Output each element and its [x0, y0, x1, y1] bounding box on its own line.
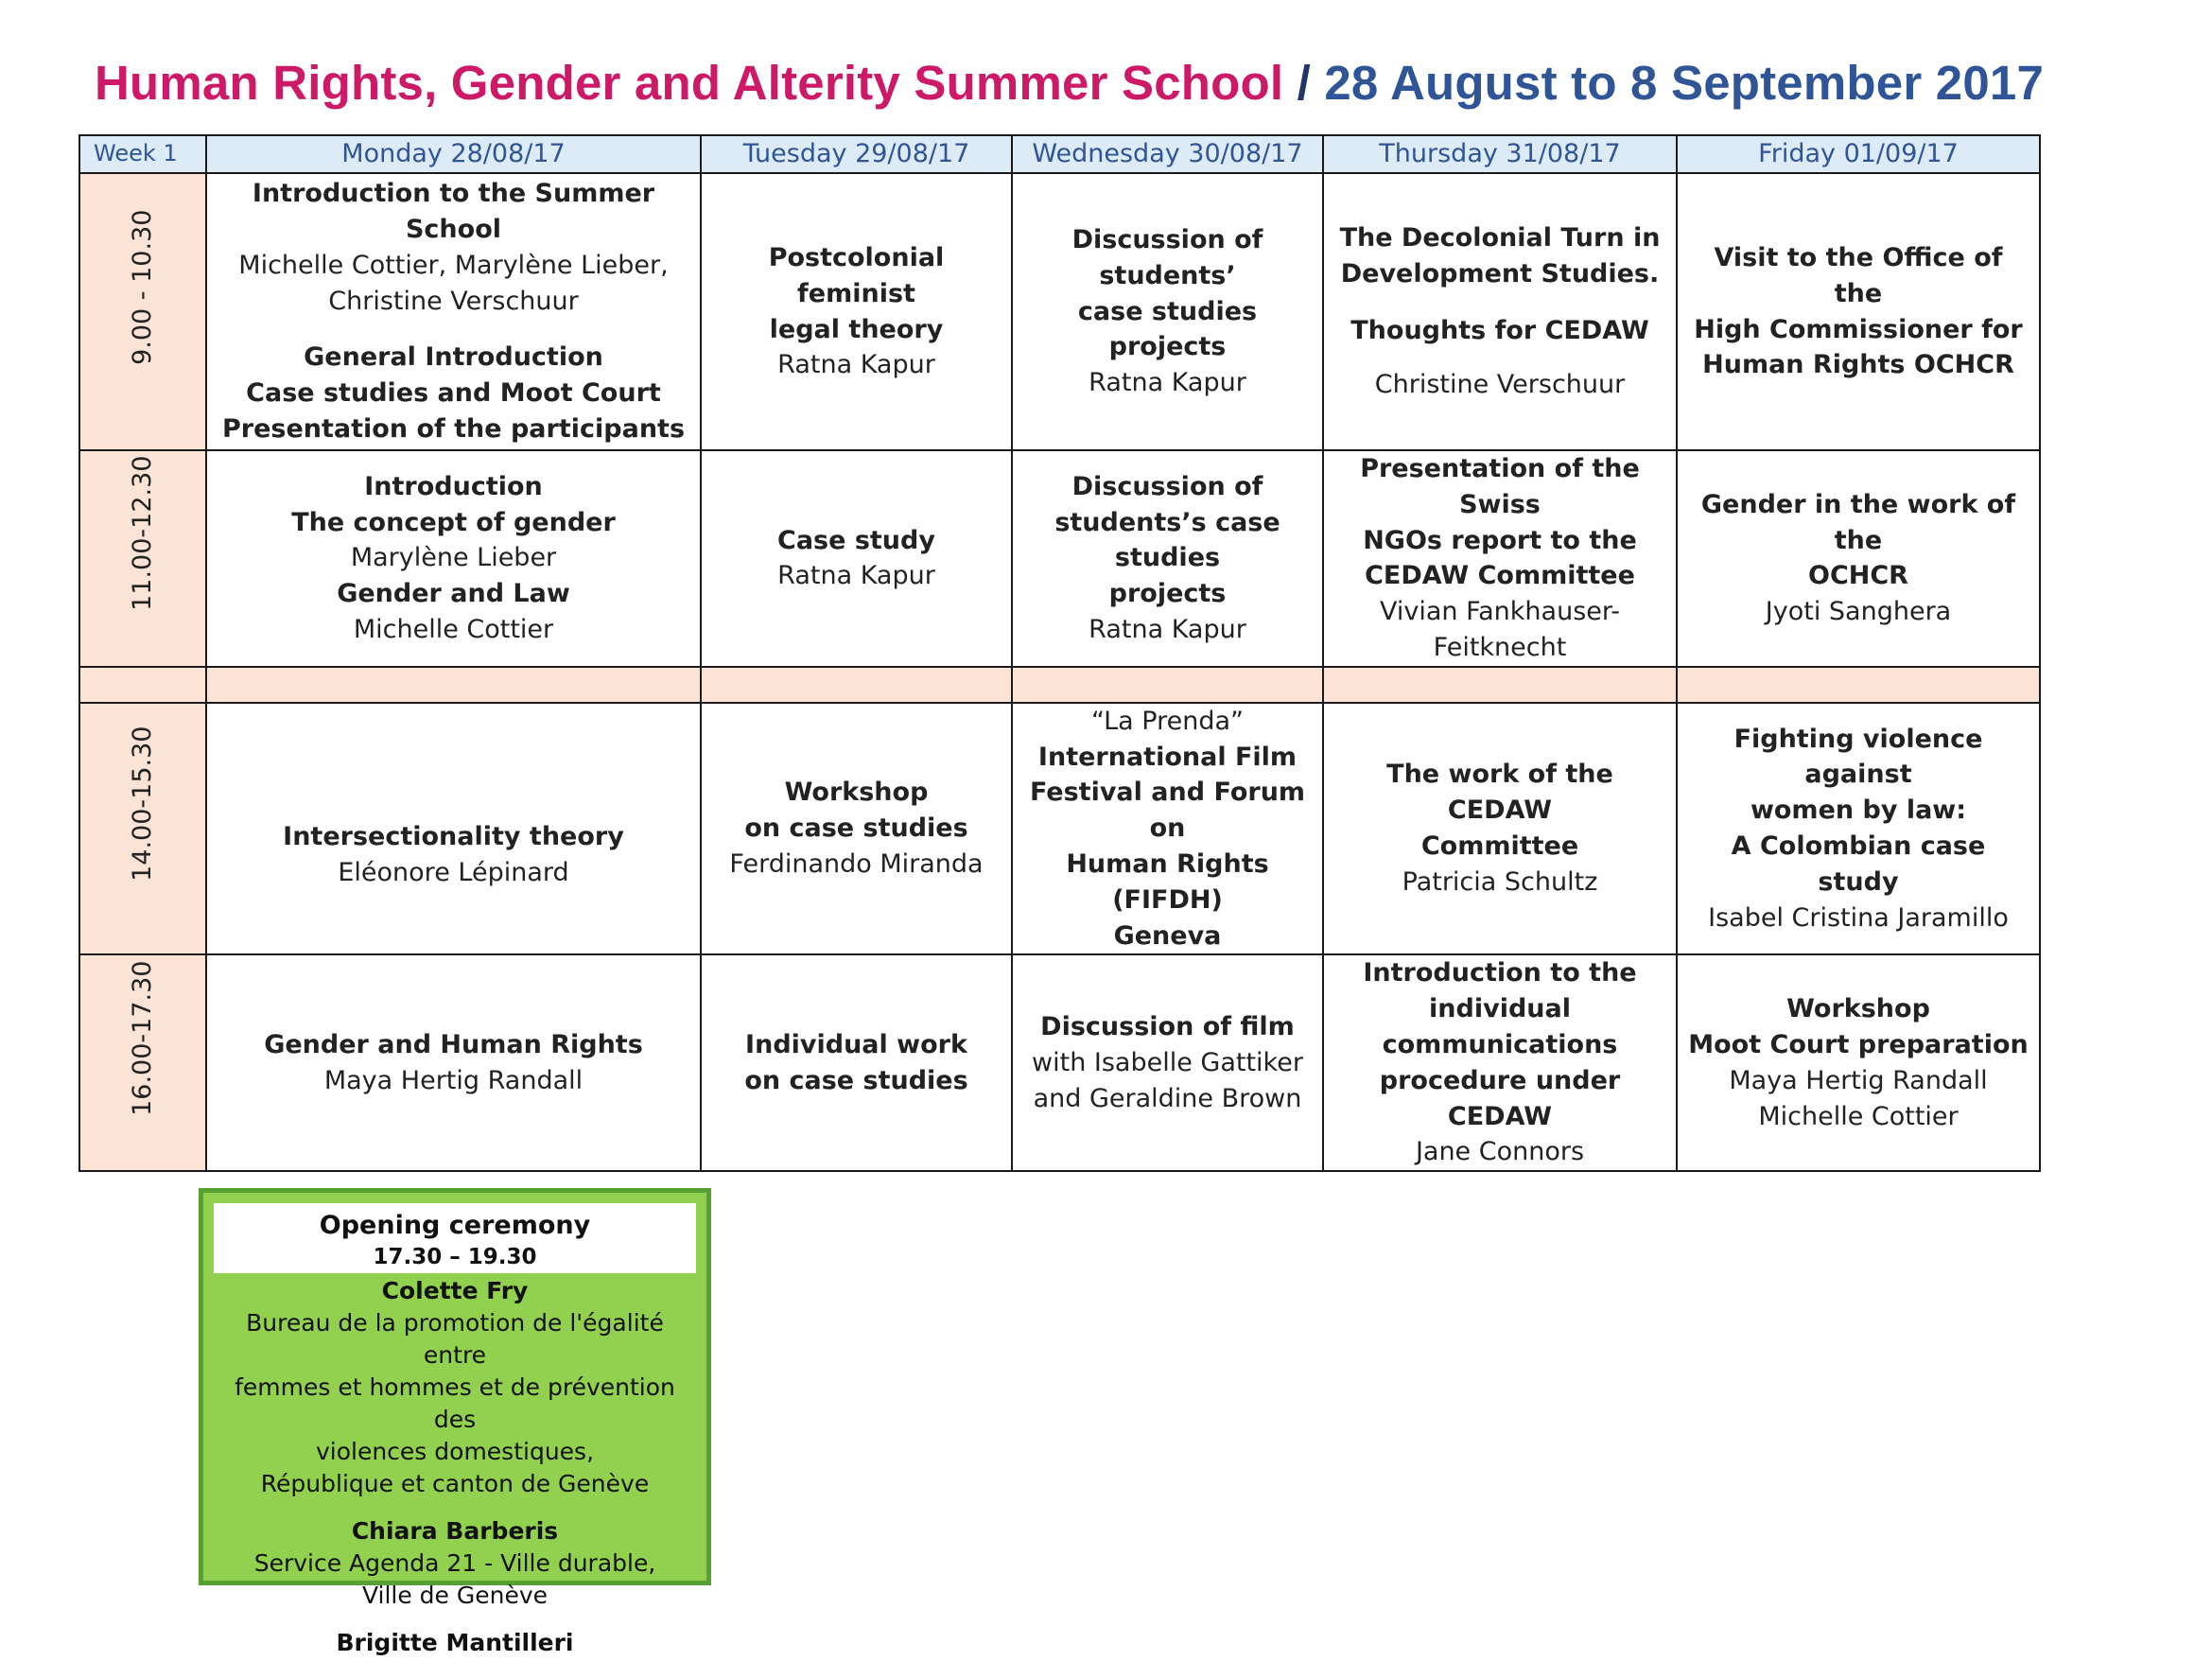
session-title: Geneva [1113, 920, 1222, 951]
session-title: Introduction to the [1363, 958, 1637, 988]
session-cell [1323, 954, 1677, 1171]
session-speaker: with Isabelle Gattiker [1032, 1047, 1303, 1077]
session-cell [1012, 173, 1323, 450]
time-cell [79, 173, 206, 450]
session-title: NGOs report to the [1363, 525, 1637, 555]
day-header-tuesday: Tuesday 29/08/17 [701, 135, 1012, 173]
session-title: projects [1108, 579, 1227, 609]
session-cell [1012, 703, 1323, 955]
speaker-affiliation: Bureau de la promotion de l'égalité entre [246, 1309, 664, 1369]
session-title: students’s case studies [1054, 507, 1280, 573]
session-title: Gender in the work of the [1700, 489, 2016, 555]
session-speaker: Jyoti Sanghera [1765, 597, 1952, 627]
session-cell [1323, 703, 1677, 955]
session-title: Introduction [364, 471, 543, 501]
session-title: Presentation of the Swiss [1360, 454, 1640, 519]
session-title: Case studies and Moot Court [246, 378, 661, 409]
session-cell [206, 173, 701, 450]
session-speaker: Feitknecht [1433, 632, 1567, 662]
speaker-name: Brigitte Mantilleri [336, 1629, 574, 1656]
session-title: Gender and Law [337, 579, 570, 609]
session-title: The Decolonial Turn in [1339, 222, 1661, 253]
spacer [217, 319, 690, 340]
speaker-name: Colette Fry [381, 1277, 529, 1304]
day-header-thursday: Thursday 31/08/17 [1323, 135, 1677, 173]
speaker-affiliation: Service Agenda 21 - Ville durable, [253, 1549, 656, 1577]
session-speaker: Maya Hertig Randall [1729, 1065, 1988, 1095]
session-title: General Introduction [304, 342, 603, 373]
break-cell [79, 667, 206, 703]
session-speaker: Vivian Fankhauser- [1379, 597, 1620, 627]
session-title: Postcolonial feminist [768, 242, 945, 308]
ceremony-title: Opening ceremony [319, 1211, 591, 1240]
session-title: case studies projects [1077, 296, 1258, 362]
session-title: Thoughts for CEDAW [1350, 315, 1649, 345]
break-cell [1012, 667, 1323, 703]
speaker-affiliation: violences domestiques, [315, 1438, 595, 1465]
session-title: Individual work [745, 1029, 967, 1059]
time-label: 11.00-12.30 [128, 456, 158, 612]
slot-row [79, 450, 2040, 667]
session-title: OCHCR [1808, 561, 1908, 591]
time-cell [79, 450, 206, 667]
ceremony-header [214, 1203, 696, 1273]
session-title: legal theory [769, 314, 944, 344]
session-cell [1323, 450, 1677, 667]
session-cell [701, 173, 1012, 450]
session-speaker: Michelle Cottier [1758, 1101, 1959, 1131]
speaker-affiliation: femmes et hommes et de prévention des [235, 1373, 675, 1433]
session-speaker: Eléonore Lépinard [338, 858, 569, 888]
break-cell [1323, 667, 1677, 703]
session-title: individual [1429, 994, 1571, 1024]
title-part1: Human Rights, Gender and Alterity Summer School [95, 56, 1284, 110]
session-cell [1677, 703, 2040, 955]
session-speaker: Christine Verschuur [328, 286, 579, 316]
opening-ceremony-box [199, 1188, 711, 1656]
page-title [95, 55, 2044, 111]
session-title: on case studies [744, 1065, 968, 1095]
week-label: Week 1 [79, 135, 206, 173]
session-title: Human Rights (FIFDH) [1066, 848, 1269, 915]
session-cell [206, 703, 701, 955]
session-title: “La Prenda” [1090, 706, 1245, 736]
session-title: Committee [1420, 831, 1579, 862]
session-title: Workshop [784, 778, 929, 808]
session-speaker: Marylène Lieber [350, 543, 557, 573]
session-cell [1012, 954, 1323, 1171]
time-label: 9.00 - 10.30 [128, 209, 158, 365]
session-cell [1012, 450, 1323, 667]
slot-row [79, 173, 2040, 450]
header-row [79, 135, 2040, 173]
session-cell [701, 450, 1012, 667]
break-cell [206, 667, 701, 703]
session-title: Fighting violence against [1733, 724, 1983, 790]
session-title: Human Rights OCHCR [1702, 350, 2014, 380]
session-title: Gender and Human Rights [264, 1029, 643, 1059]
session-title: Visit to the Office of the [1714, 242, 2003, 308]
session-speaker: Christine Verschuur [1374, 370, 1626, 400]
slot-row [79, 703, 2040, 955]
session-title: procedure under CEDAW [1379, 1065, 1621, 1131]
session-cell [1677, 954, 2040, 1171]
session-speaker: Ratna Kapur [1089, 368, 1246, 398]
speaker-name: Chiara Barberis [351, 1517, 559, 1545]
session-speaker: Ratna Kapur [777, 561, 935, 591]
speaker-affiliation: Ville de Genève [361, 1582, 549, 1609]
session-cell [206, 954, 701, 1171]
day-header-wednesday: Wednesday 30/08/17 [1012, 135, 1323, 173]
title-part2: 28 August to 8 September 2017 [1324, 56, 2045, 110]
session-title: Moot Court preparation [1688, 1029, 2029, 1059]
session-speaker: Michelle Cottier [353, 615, 554, 645]
session-cell [1677, 173, 2040, 450]
schedule-table [78, 134, 2041, 1172]
ceremony-time: 17.30 – 19.30 [373, 1245, 537, 1269]
break-cell [701, 667, 1012, 703]
day-header-friday: Friday 01/09/17 [1677, 135, 2040, 173]
title-separator: / [1297, 56, 1311, 110]
session-title: Festival and Forum on [1029, 778, 1306, 844]
day-header-monday: Monday 28/08/17 [206, 135, 701, 173]
session-title: The work of the CEDAW [1386, 760, 1613, 826]
session-speaker: Michelle Cottier, Marylène Lieber, [238, 250, 669, 280]
session-speaker: and Geraldine Brown [1033, 1083, 1302, 1113]
spacer [1333, 292, 1666, 313]
session-speaker: Ratna Kapur [1089, 615, 1246, 645]
session-title: Discussion of film [1040, 1012, 1295, 1042]
speaker-affiliation: République et canton de Genève [260, 1470, 650, 1497]
spacer [217, 1500, 693, 1515]
time-label: 16.00-17.30 [128, 960, 158, 1116]
session-speaker: Jane Connors [1415, 1137, 1585, 1167]
session-speaker: Patricia Schultz [1402, 866, 1598, 897]
ceremony-speakers [203, 1273, 706, 1661]
session-title: The concept of gender [291, 507, 616, 537]
session-title: Discussion of students’ [1071, 225, 1263, 290]
session-speaker: Ratna Kapur [777, 350, 935, 380]
session-title: communications [1382, 1029, 1618, 1059]
session-title: women by law: [1750, 796, 1967, 826]
session-cell [701, 703, 1012, 955]
time-cell [79, 703, 206, 955]
session-title: Presentation of the participants [221, 413, 686, 444]
session-cell [1677, 450, 2040, 667]
session-title: Intersectionality theory [283, 822, 624, 852]
session-title: Case study [777, 525, 935, 555]
time-label: 14.00-15.30 [128, 726, 158, 883]
session-title: International Film [1037, 742, 1298, 772]
slot-row [79, 954, 2040, 1171]
session-cell [701, 954, 1012, 1171]
break-cell [1677, 667, 2040, 703]
session-title: Introduction to the Summer School [252, 179, 655, 244]
time-cell [79, 954, 206, 1171]
session-speaker: Isabel Cristina Jaramillo [1708, 902, 2009, 933]
session-title: High Commissioner for [1694, 314, 2023, 344]
session-cell [206, 450, 701, 667]
spacer [217, 1612, 693, 1627]
session-title: CEDAW Committee [1365, 561, 1635, 591]
session-title: Workshop [1786, 994, 1930, 1024]
session-title: A Colombian case study [1731, 831, 1986, 897]
session-title: Development Studies. [1340, 258, 1660, 288]
session-speaker: Ferdinando Miranda [729, 848, 984, 879]
lunch-break-row [79, 667, 2040, 703]
session-title: Discussion of [1071, 471, 1263, 501]
session-speaker: Maya Hertig Randall [323, 1065, 583, 1095]
session-cell [1323, 173, 1677, 450]
session-title: on case studies [744, 813, 968, 844]
